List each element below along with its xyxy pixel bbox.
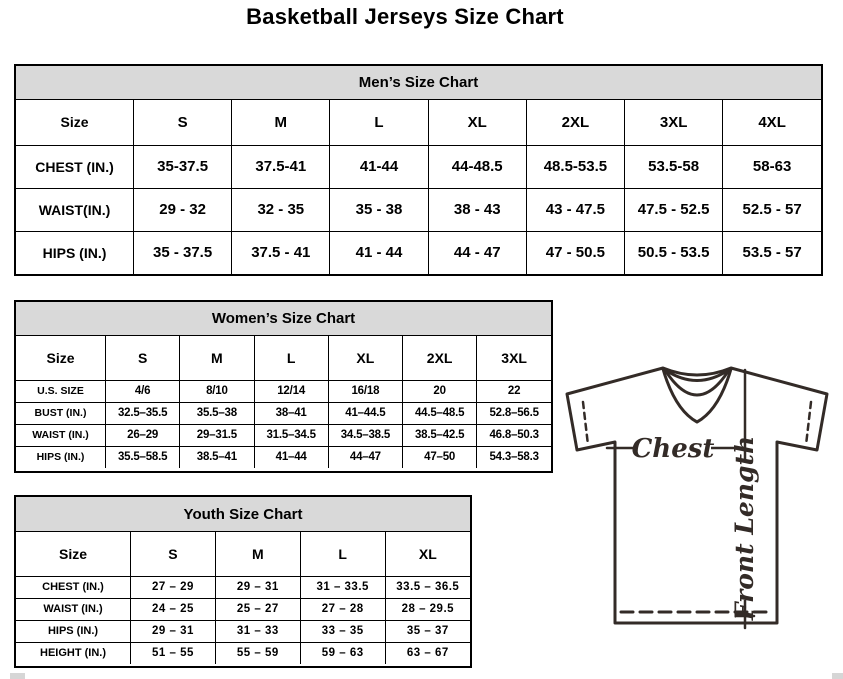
chest-label: Chest: [631, 434, 715, 464]
table-row: [16, 620, 470, 642]
size-value-cell: 41-44: [330, 145, 428, 188]
size-value-cell: 55 – 59: [215, 642, 300, 664]
size-value-cell: 29 – 31: [131, 620, 216, 642]
size-column-header: L: [254, 336, 328, 380]
row-label: HIPS (IN.): [16, 231, 134, 274]
womens-chart-title: Women’s Size Chart: [16, 302, 551, 336]
size-value-cell: 35.5–38: [180, 402, 254, 424]
row-label: WAIST (IN.): [16, 424, 106, 446]
size-column-header: 2XL: [403, 336, 477, 380]
size-column-header: L: [300, 532, 385, 576]
size-column-header: L: [330, 100, 428, 145]
size-value-cell: 4/6: [106, 380, 180, 402]
size-value-cell: 47 - 50.5: [526, 231, 624, 274]
size-value-cell: 27 – 29: [131, 576, 216, 598]
size-value-cell: 29–31.5: [180, 424, 254, 446]
size-column-header: S: [106, 336, 180, 380]
size-corner-header: Size: [16, 100, 134, 145]
youth-size-table: [16, 532, 470, 664]
size-value-cell: 59 – 63: [300, 642, 385, 664]
front-length-label: Front Length: [730, 435, 759, 621]
size-column-header: XL: [428, 100, 526, 145]
table-row: [16, 145, 821, 188]
size-value-cell: 44-48.5: [428, 145, 526, 188]
size-header-row: [16, 336, 551, 380]
scrollbar-fragment-right: [832, 673, 843, 679]
scrollbar-fragment-left: [10, 673, 25, 679]
size-value-cell: 47.5 - 52.5: [625, 188, 723, 231]
size-value-cell: 47–50: [403, 446, 477, 468]
size-value-cell: 52.5 - 57: [723, 188, 821, 231]
size-value-cell: 53.5 - 57: [723, 231, 821, 274]
jersey-measurement-diagram: [555, 360, 843, 650]
size-header-row: [16, 532, 470, 576]
size-value-cell: 33.5 – 36.5: [385, 576, 470, 598]
size-value-cell: 29 – 31: [215, 576, 300, 598]
size-value-cell: 16/18: [328, 380, 402, 402]
page-title: Basketball Jerseys Size Chart: [246, 4, 564, 29]
size-column-header: M: [232, 100, 330, 145]
table-row: [16, 576, 470, 598]
size-value-cell: 32.5–35.5: [106, 402, 180, 424]
size-value-cell: 37.5 - 41: [232, 231, 330, 274]
size-value-cell: 31.5–34.5: [254, 424, 328, 446]
size-column-header: 4XL: [723, 100, 821, 145]
womens-size-table: [16, 336, 551, 468]
table-row: [16, 231, 821, 274]
size-value-cell: 33 – 35: [300, 620, 385, 642]
size-value-cell: 35.5–58.5: [106, 446, 180, 468]
size-value-cell: 32 - 35: [232, 188, 330, 231]
size-value-cell: 35 – 37: [385, 620, 470, 642]
row-label: U.S. SIZE: [16, 380, 106, 402]
size-value-cell: 54.3–58.3: [477, 446, 551, 468]
youth-size-chart: [14, 495, 472, 668]
size-value-cell: 34.5–38.5: [328, 424, 402, 446]
size-value-cell: 41–44.5: [328, 402, 402, 424]
size-value-cell: 29 - 32: [134, 188, 232, 231]
size-value-cell: 46.8–50.3: [477, 424, 551, 446]
table-row: [16, 598, 470, 620]
size-value-cell: 41–44: [254, 446, 328, 468]
size-value-cell: 24 – 25: [131, 598, 216, 620]
size-value-cell: 44–47: [328, 446, 402, 468]
size-corner-header: Size: [16, 532, 131, 576]
size-value-cell: 38.5–41: [180, 446, 254, 468]
size-value-cell: 26–29: [106, 424, 180, 446]
size-value-cell: 22: [477, 380, 551, 402]
row-label: HIPS (IN.): [16, 620, 131, 642]
size-value-cell: 8/10: [180, 380, 254, 402]
table-row: [16, 188, 821, 231]
size-column-header: 3XL: [625, 100, 723, 145]
row-label: HEIGHT (IN.): [16, 642, 131, 664]
size-column-header: 2XL: [526, 100, 624, 145]
size-column-header: S: [134, 100, 232, 145]
size-column-header: S: [131, 532, 216, 576]
size-value-cell: 48.5-53.5: [526, 145, 624, 188]
size-value-cell: 27 – 28: [300, 598, 385, 620]
jersey-outline: [567, 368, 827, 623]
size-value-cell: 38.5–42.5: [403, 424, 477, 446]
size-value-cell: 51 – 55: [131, 642, 216, 664]
size-column-header: XL: [385, 532, 470, 576]
size-header-row: [16, 100, 821, 145]
table-row: [16, 642, 470, 664]
mens-size-table: [16, 100, 821, 274]
size-value-cell: 38 - 43: [428, 188, 526, 231]
size-value-cell: 44.5–48.5: [403, 402, 477, 424]
size-column-header: M: [215, 532, 300, 576]
row-label: CHEST (IN.): [16, 576, 131, 598]
size-value-cell: 31 – 33: [215, 620, 300, 642]
table-row: [16, 402, 551, 424]
row-label: HIPS (IN.): [16, 446, 106, 468]
row-label: WAIST (IN.): [16, 598, 131, 620]
size-column-header: 3XL: [477, 336, 551, 380]
size-value-cell: 20: [403, 380, 477, 402]
size-value-cell: 35-37.5: [134, 145, 232, 188]
table-row: [16, 424, 551, 446]
row-label: CHEST (IN.): [16, 145, 134, 188]
size-value-cell: 35 - 38: [330, 188, 428, 231]
size-value-cell: 52.8–56.5: [477, 402, 551, 424]
size-value-cell: 44 - 47: [428, 231, 526, 274]
size-value-cell: 31 – 33.5: [300, 576, 385, 598]
size-value-cell: 43 - 47.5: [526, 188, 624, 231]
size-value-cell: 58-63: [723, 145, 821, 188]
size-corner-header: Size: [16, 336, 106, 380]
size-value-cell: 35 - 37.5: [134, 231, 232, 274]
size-value-cell: 63 – 67: [385, 642, 470, 664]
table-row: [16, 446, 551, 468]
womens-size-chart: [14, 300, 553, 473]
size-value-cell: 53.5-58: [625, 145, 723, 188]
size-column-header: XL: [328, 336, 402, 380]
size-value-cell: 38–41: [254, 402, 328, 424]
size-value-cell: 28 – 29.5: [385, 598, 470, 620]
size-value-cell: 37.5-41: [232, 145, 330, 188]
row-label: WAIST(IN.): [16, 188, 134, 231]
youth-chart-title: Youth Size Chart: [16, 497, 470, 532]
size-value-cell: 12/14: [254, 380, 328, 402]
size-column-header: M: [180, 336, 254, 380]
row-label: BUST (IN.): [16, 402, 106, 424]
size-value-cell: 41 - 44: [330, 231, 428, 274]
mens-chart-title: Men’s Size Chart: [16, 66, 821, 100]
size-value-cell: 25 – 27: [215, 598, 300, 620]
table-row: [16, 380, 551, 402]
size-value-cell: 50.5 - 53.5: [625, 231, 723, 274]
mens-size-chart: [14, 64, 823, 276]
